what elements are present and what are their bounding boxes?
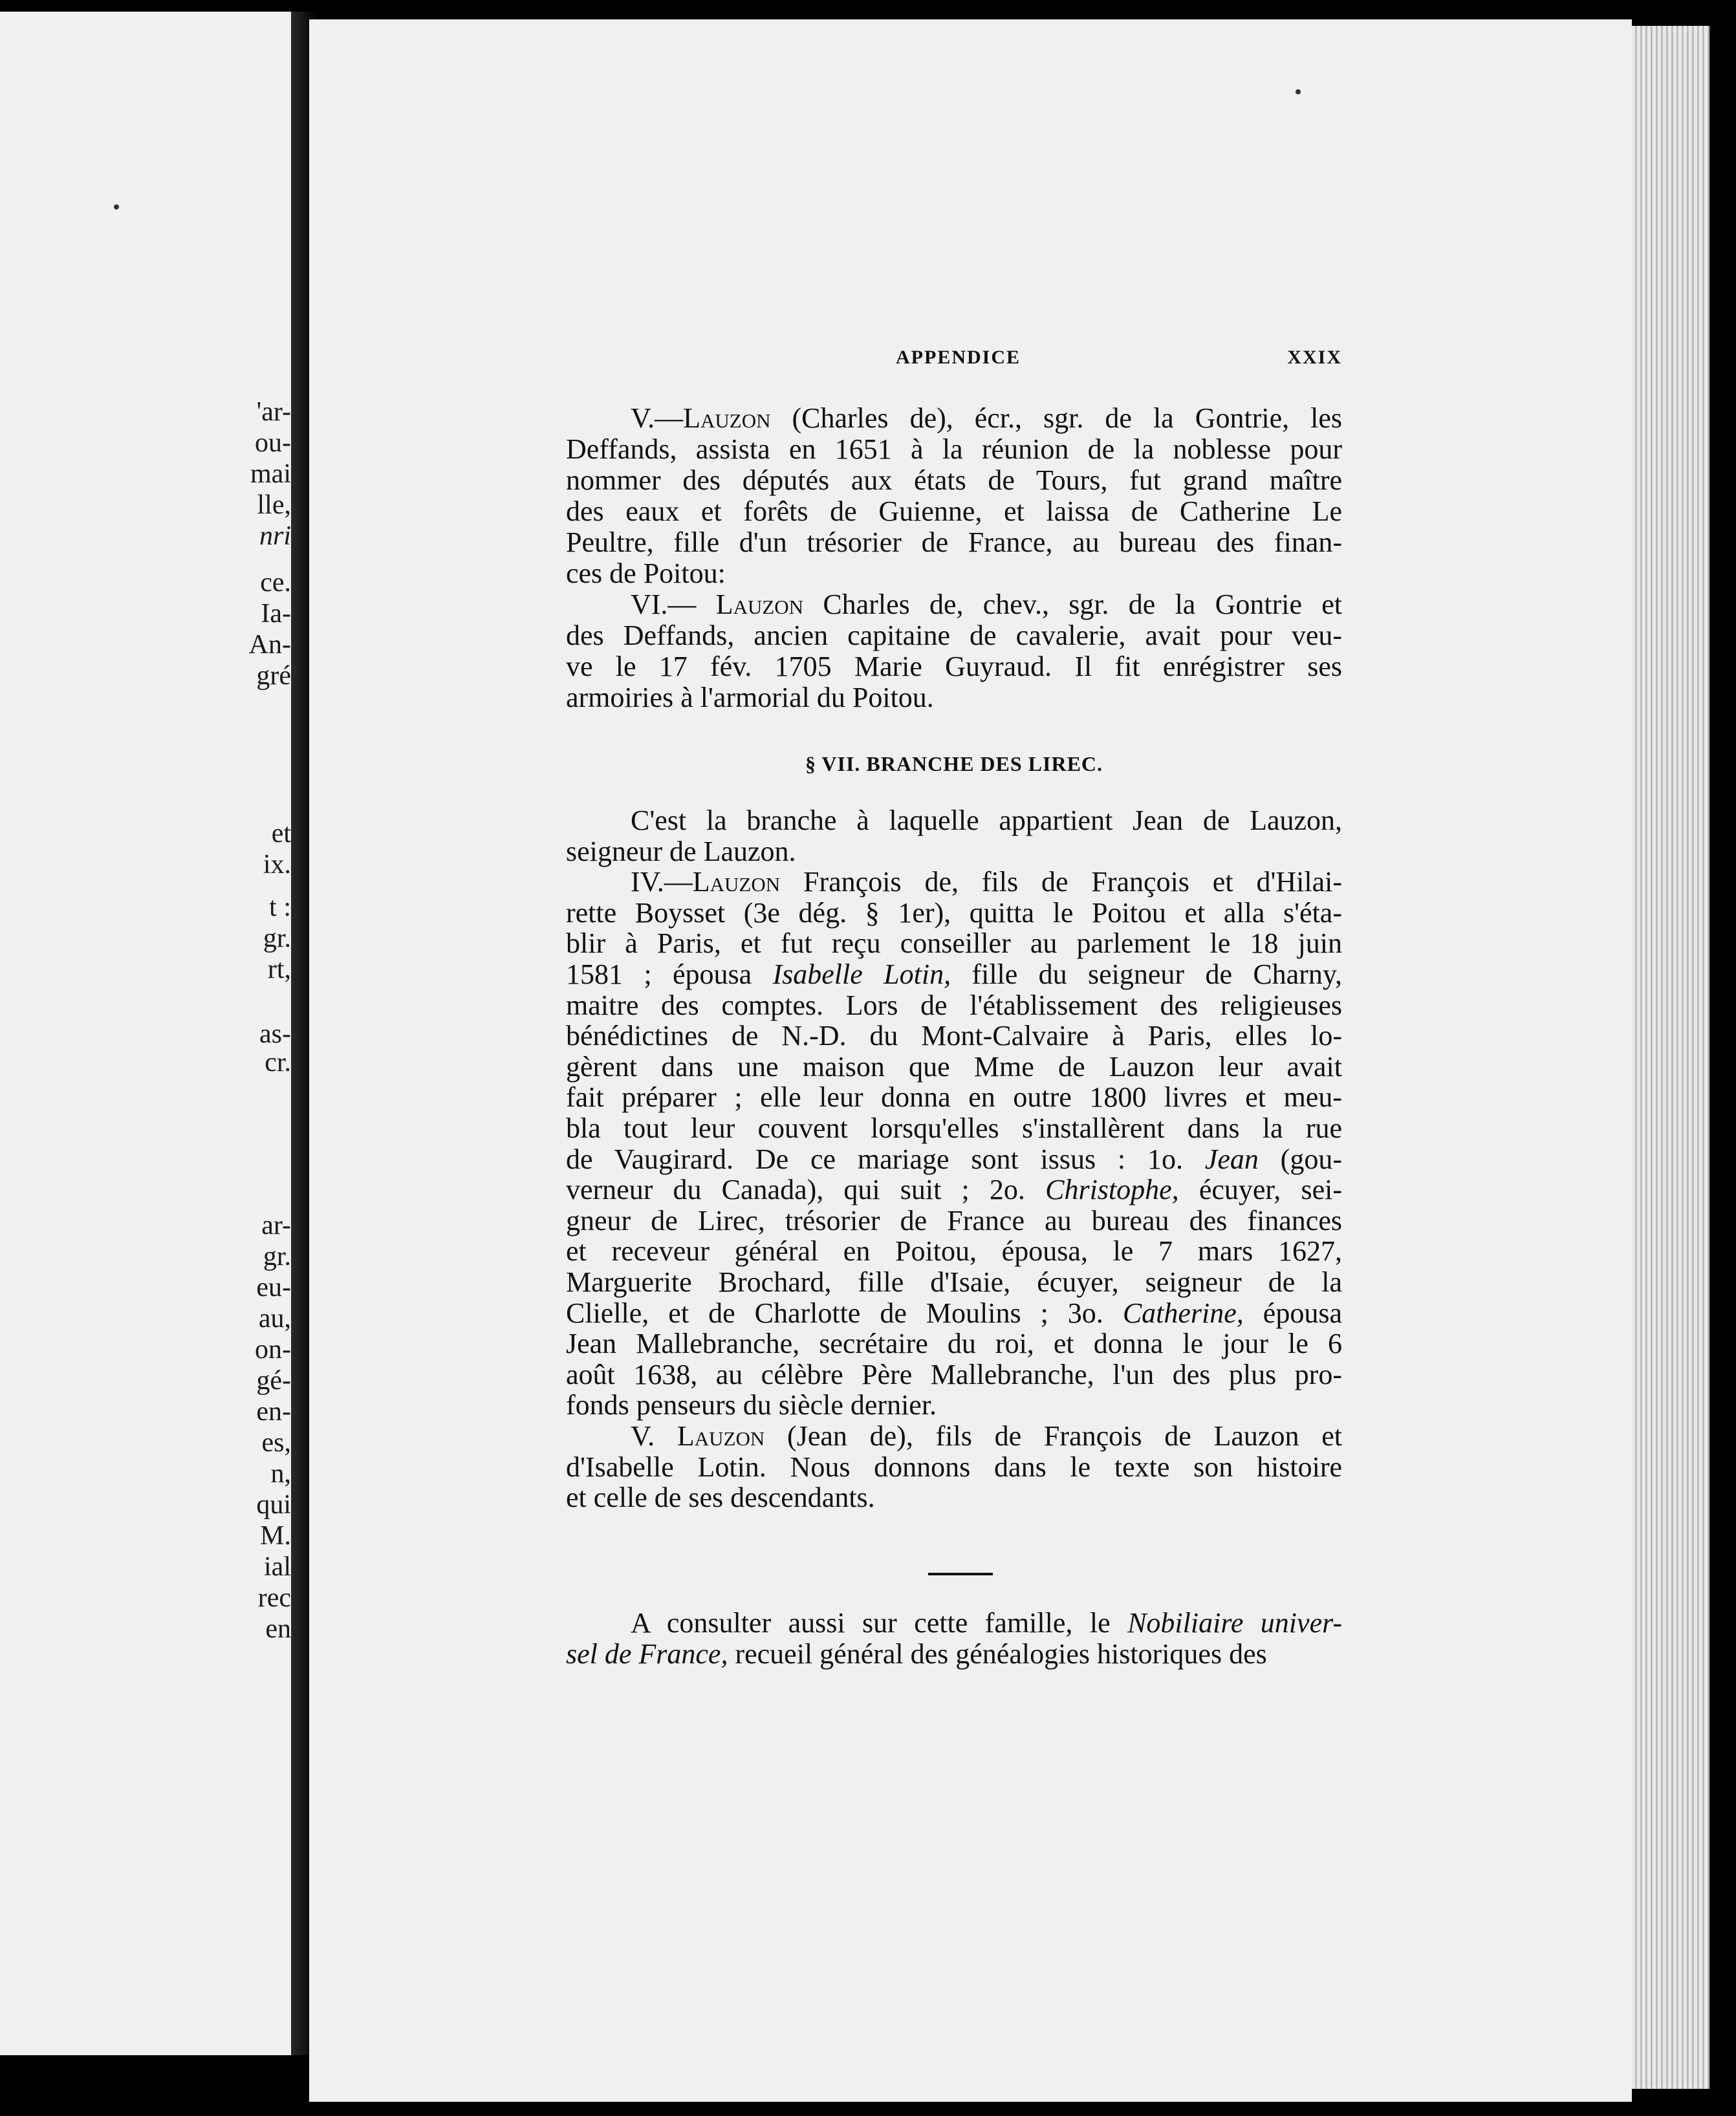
line-text: V.— xyxy=(631,402,684,434)
line-text: recueil général des généalogies historiques des xyxy=(728,1638,1267,1670)
left-fragment: mai xyxy=(250,459,291,489)
left-fragment: rt, xyxy=(267,955,291,984)
running-header xyxy=(566,347,1342,379)
line-text: seigneur de Lauzon. xyxy=(566,835,796,867)
italic-text: Nobiliaire univer- xyxy=(1127,1607,1342,1639)
text-line xyxy=(566,1268,1342,1297)
text-line xyxy=(566,435,1342,464)
line-text: nommer des députés aux états de Tours, fut grand maître xyxy=(566,464,1342,496)
line-text: 1581 ; épousa xyxy=(566,958,773,990)
text-line xyxy=(566,1422,1342,1451)
line-text: Peultre, fille d'un trésorier de France, au bureau des finan- xyxy=(566,526,1342,558)
text-line xyxy=(566,1484,1342,1512)
left-fragment: M. xyxy=(260,1521,291,1551)
line-text: et receveur général en Poitou, épousa, le 7 mars 1627, xyxy=(566,1235,1342,1268)
line-text: maitre des comptes. Lors de l'établissement des religieuses xyxy=(566,989,1342,1021)
line-text: août 1638, au célèbre Père Mallebranche, l'un des plus pro- xyxy=(566,1358,1342,1390)
text-line xyxy=(566,1114,1342,1143)
text-line xyxy=(566,1609,1342,1637)
line-text: (gou- xyxy=(1258,1143,1342,1175)
text-line xyxy=(566,837,1342,866)
text-line xyxy=(566,929,1342,958)
line-text: fille du seigneur de Charny, xyxy=(951,958,1343,990)
text-line xyxy=(566,590,1342,619)
text-line xyxy=(566,1145,1342,1174)
left-fragment: as- xyxy=(259,1019,291,1049)
text-line xyxy=(566,1299,1342,1328)
left-fragment: lle, xyxy=(257,490,291,520)
line-text: fonds penseurs du siècle dernier. xyxy=(566,1389,937,1421)
text-line xyxy=(566,960,1342,989)
left-fragment: Ia- xyxy=(261,599,291,629)
text-line xyxy=(566,404,1342,433)
left-fragment: nri xyxy=(259,521,291,551)
text-line xyxy=(566,868,1342,896)
speck xyxy=(114,204,119,210)
line-text: ces de Poitou: xyxy=(566,557,726,589)
line-text: Deffands, assista en 1651 à la réunion de la noblesse pour xyxy=(566,433,1342,465)
line-text: verneur du Canada), qui suit ; 2o. xyxy=(566,1174,1046,1206)
text-line xyxy=(566,991,1342,1020)
line-text: V. xyxy=(631,1420,677,1452)
left-fragment: on- xyxy=(255,1335,291,1365)
left-fragment: gr. xyxy=(263,1242,291,1271)
text-line xyxy=(566,1453,1342,1482)
running-title: APPENDICE xyxy=(896,347,1021,368)
small-caps-name: Lauzon xyxy=(692,866,781,898)
text-line xyxy=(566,497,1342,526)
italic-text: sel de France, xyxy=(566,1638,728,1670)
left-fragment: qui xyxy=(256,1490,291,1520)
line-text: Marguerite Brochard, fille d'Isaie, écuyer, seigneur de la xyxy=(566,1266,1342,1298)
separator-rule xyxy=(928,1573,993,1575)
line-text: gèrent dans une maison que Mme de Lauzon leur avait xyxy=(566,1050,1342,1083)
text-line xyxy=(566,1204,1342,1236)
left-fragment: t : xyxy=(269,892,291,922)
line-text: armoiries à l'armorial du Poitou. xyxy=(566,682,934,713)
left-fragment: es, xyxy=(261,1428,291,1458)
line-text: C'est la branche à laquelle appartient Jean de Lauzon, xyxy=(631,804,1342,836)
line-text: des Deffands, ancien capitaine de cavalerie, avait pour veu- xyxy=(566,620,1342,651)
small-caps-name: Lauzon xyxy=(683,402,771,434)
section-heading: § VII. BRANCHE DES LIREC. xyxy=(805,752,1103,775)
text-line xyxy=(566,1083,1342,1112)
line-text: écuyer, sei- xyxy=(1178,1174,1342,1206)
line-text: et celle de ses descendants. xyxy=(566,1482,875,1514)
italic-text: Christophe, xyxy=(1045,1174,1179,1206)
page-edge-stack xyxy=(1632,26,1709,2089)
line-text: (Charles de), écr., sgr. de la Gontrie, les xyxy=(770,402,1342,434)
line-text: François de, fils de François et d'Hilai- xyxy=(780,866,1342,898)
text-line xyxy=(566,1640,1342,1668)
line-text: bla tout leur couvent lorsqu'elles s'installèrent dans la rue xyxy=(566,1112,1342,1144)
text-line xyxy=(566,1022,1342,1050)
text-line xyxy=(566,528,1342,557)
line-text: VI.— xyxy=(631,588,716,620)
left-fragment: et xyxy=(271,819,291,848)
line-text: de Vaugirard. De ce mariage sont issus : 1o. xyxy=(566,1143,1205,1175)
left-fragment: An- xyxy=(248,630,291,660)
line-text: fait préparer ; elle leur donna en outre 1800 livres et meu- xyxy=(566,1081,1342,1114)
text-line xyxy=(566,806,1342,835)
text-line xyxy=(566,1391,1342,1420)
left-fragment: en xyxy=(265,1614,291,1644)
left-fragment: gr. xyxy=(263,923,291,953)
left-fragment: cr. xyxy=(265,1048,291,1077)
line-text: bénédictines de N.-D. du Mont-Calvaire à Paris, elles lo- xyxy=(566,1020,1342,1052)
left-fragment: ial xyxy=(264,1552,291,1582)
left-fragment: gé- xyxy=(256,1366,291,1396)
line-text: Jean Mallebranche, secrétaire du roi, et donna le jour le 6 xyxy=(566,1328,1342,1360)
left-fragment: rec xyxy=(257,1583,291,1613)
left-fragment: ou- xyxy=(255,428,291,458)
line-text: Clielle, et de Charlotte de Moulins ; 3o. xyxy=(566,1297,1123,1329)
line-text: des eaux et forêts de Guienne, et laissa de Catherine Le xyxy=(566,495,1342,527)
left-fragment: gré xyxy=(256,661,291,691)
left-fragment: ix. xyxy=(263,850,291,880)
left-fragment: ce. xyxy=(260,568,291,598)
left-facing-page xyxy=(0,12,291,2055)
text-line xyxy=(566,1050,1342,1083)
text-line xyxy=(566,1358,1342,1390)
text-line xyxy=(566,1176,1342,1204)
text-line xyxy=(566,559,1342,588)
text-line xyxy=(566,466,1342,495)
line-text: gneur de Lirec, trésorier de France au bureau des finances xyxy=(566,1204,1342,1236)
small-caps-name: Lauzon xyxy=(677,1420,765,1452)
text-line xyxy=(566,653,1342,681)
text-line xyxy=(566,896,1342,929)
text-line xyxy=(566,621,1342,650)
line-text: IV.— xyxy=(631,866,693,898)
line-text: blir à Paris, et fut reçu conseiller au parlement le 18 juin xyxy=(566,927,1342,960)
left-fragment: eu- xyxy=(256,1273,291,1302)
left-fragment: au, xyxy=(258,1304,291,1333)
text-line xyxy=(566,1237,1342,1266)
line-text: A consulter aussi sur cette famille, le xyxy=(631,1607,1128,1639)
text-line xyxy=(566,684,1342,712)
page-number: XXIX xyxy=(1287,347,1342,368)
line-text: ve le 17 fév. 1705 Marie Guyraud. Il fit enrégistrer ses xyxy=(566,651,1342,682)
speck xyxy=(1296,89,1301,94)
left-fragment: 'ar- xyxy=(256,397,291,427)
line-text: épousa xyxy=(1243,1297,1342,1329)
left-fragment: n, xyxy=(270,1459,291,1489)
text-line xyxy=(566,1330,1342,1358)
italic-text: Catherine, xyxy=(1122,1297,1244,1329)
left-fragment: ar- xyxy=(261,1211,291,1240)
line-text: Charles de, chev., sgr. de la Gontrie et xyxy=(803,588,1342,620)
italic-text: Jean xyxy=(1204,1143,1259,1175)
line-text: (Jean de), fils de François de Lauzon et xyxy=(765,1420,1342,1452)
small-caps-name: Lauzon xyxy=(715,588,804,620)
line-text: d'Isabelle Lotin. Nous donnons dans le texte son histoire xyxy=(566,1451,1342,1483)
line-text: rette Boysset (3e dég. § 1er), quitta le Poitou et alla s'éta- xyxy=(566,896,1342,929)
left-fragment: en- xyxy=(256,1397,291,1427)
italic-text: Isabelle Lotin, xyxy=(772,958,951,990)
